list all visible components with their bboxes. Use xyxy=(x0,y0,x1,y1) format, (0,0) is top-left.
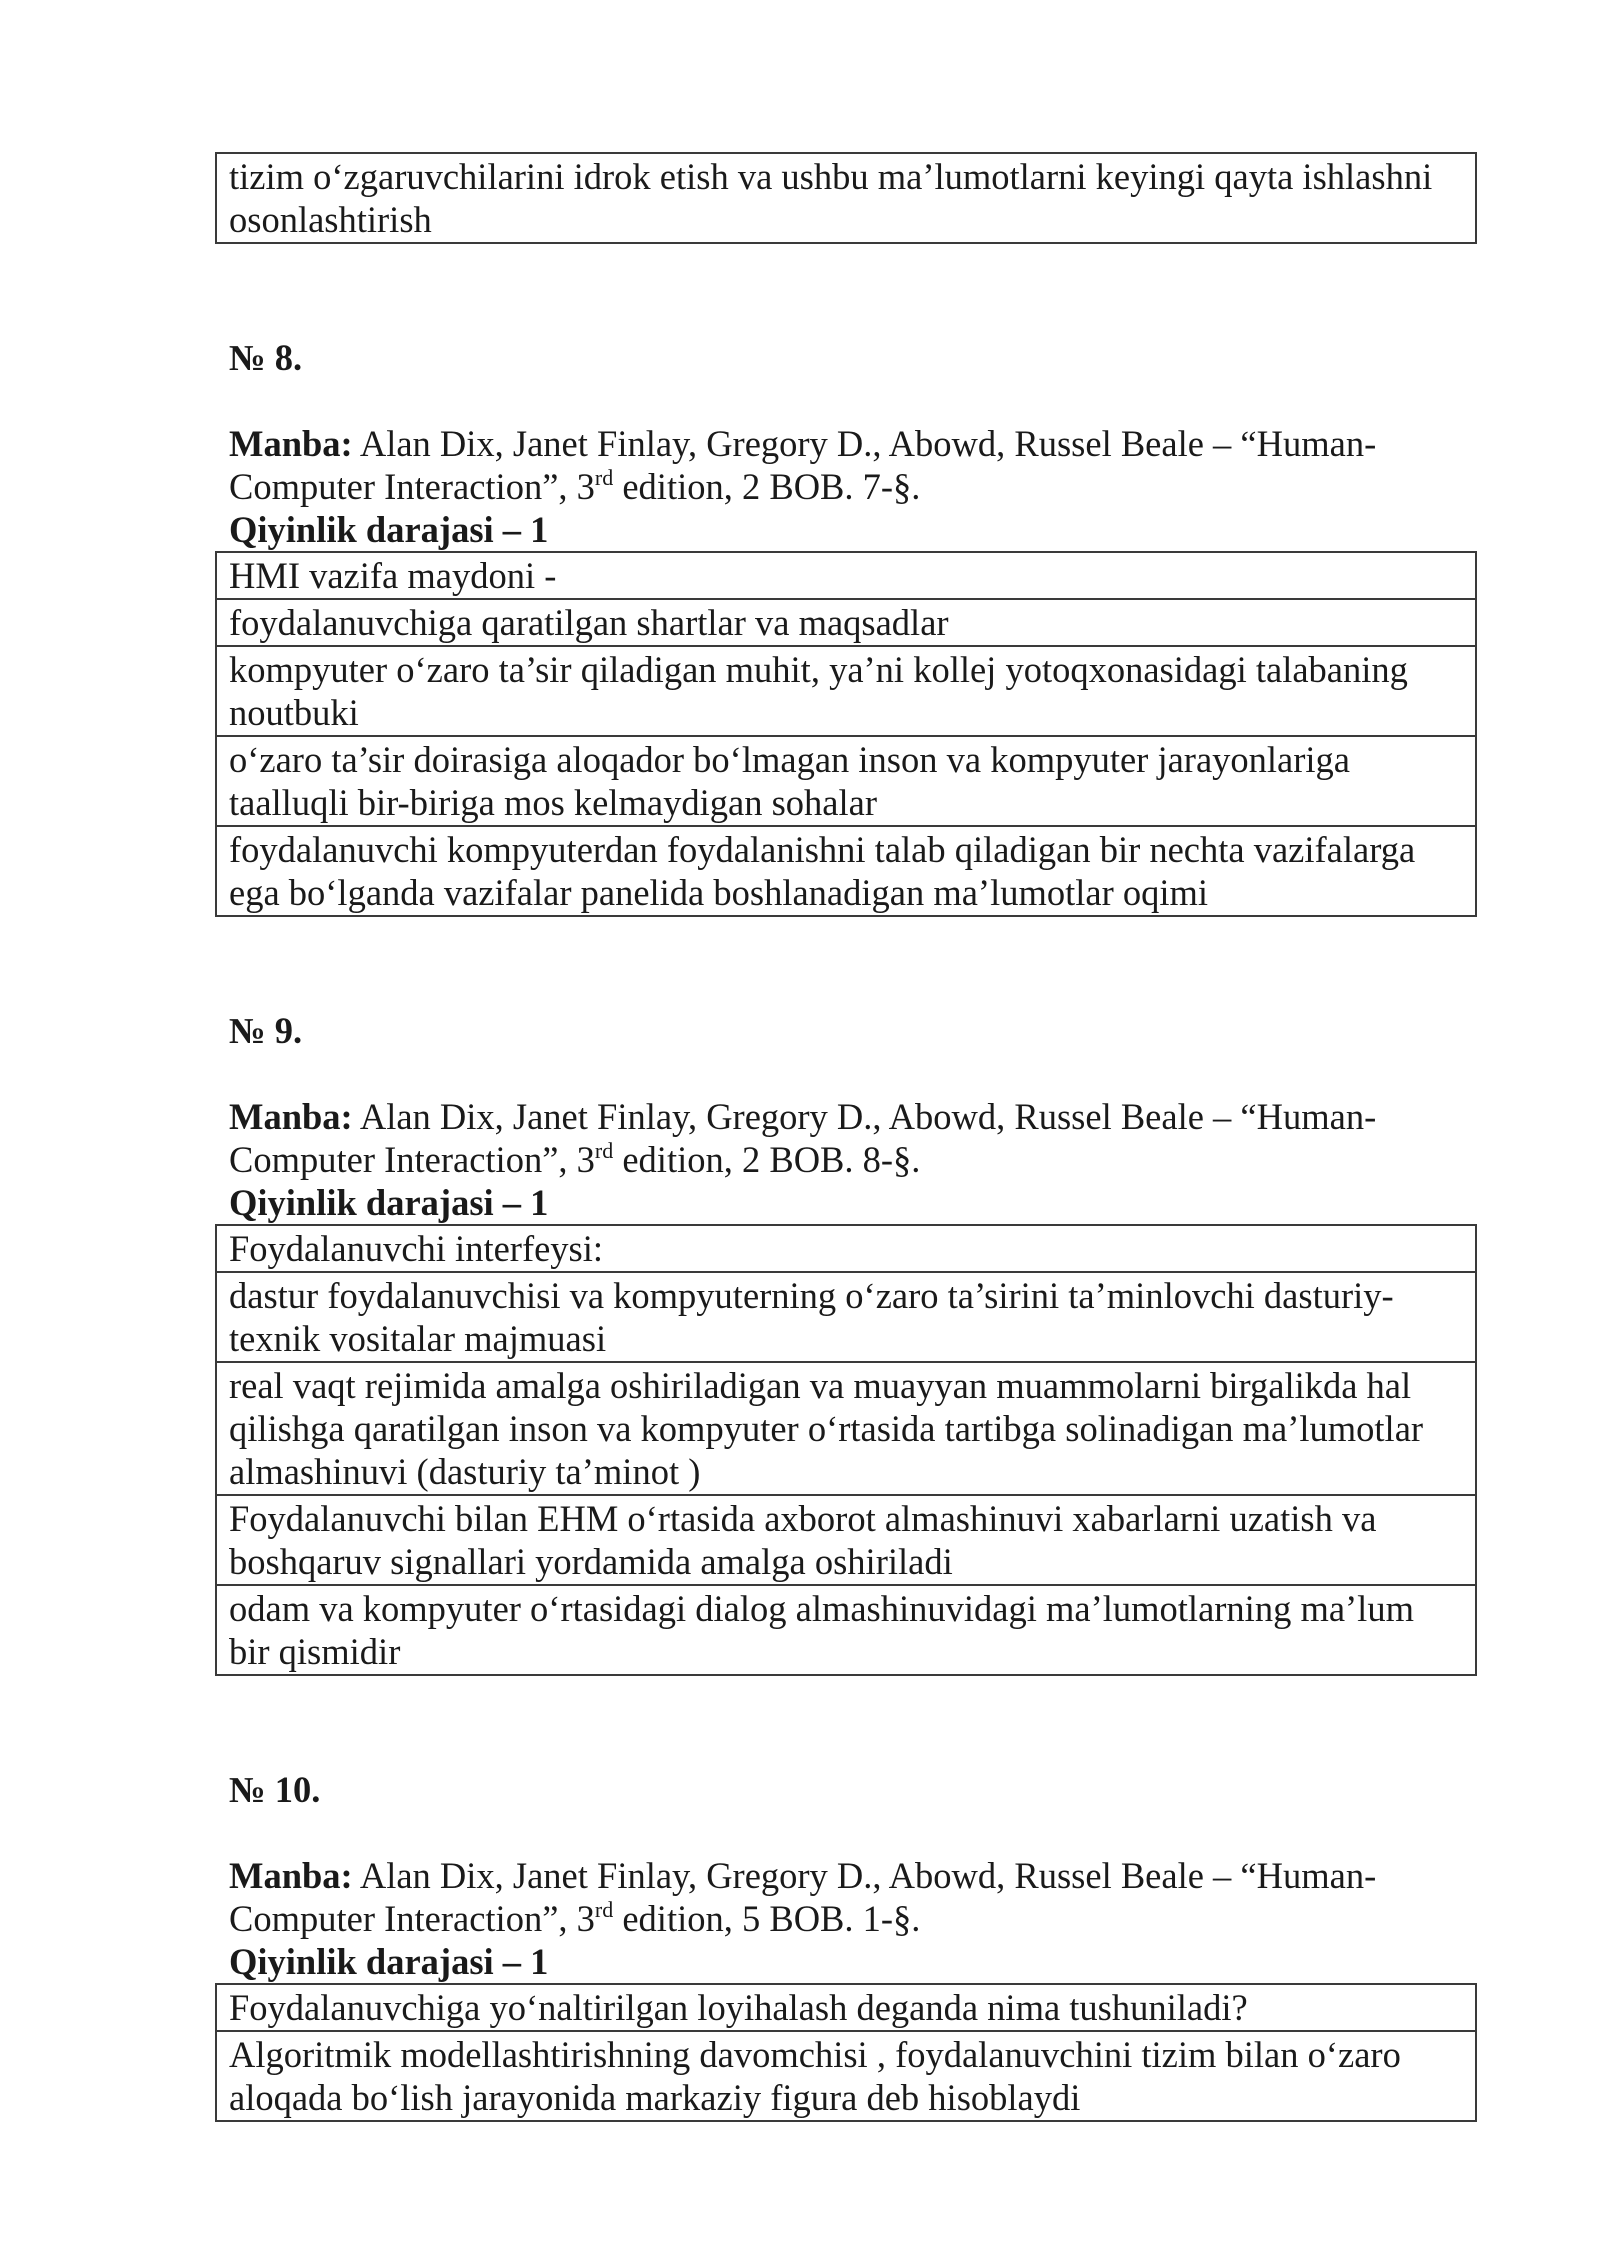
source-line xyxy=(229,1095,1477,1181)
table-cell: tizim o‘zgaruvchilarini idrok etish va ushbu ma’lumotlarni keyingi qayta ishlashni osonlashtirish xyxy=(216,153,1476,243)
question-text: HMI vazifa maydoni - xyxy=(216,552,1476,599)
table-row xyxy=(216,1272,1476,1362)
answer-table xyxy=(215,1983,1477,2122)
source-text-end: edition, 5 BOB. 1-§. xyxy=(613,1898,921,1939)
answer-option: kompyuter o‘zaro ta’sir qiladigan muhit, ya’ni kollej yotoqxonasidagi talabaning noutbuki xyxy=(216,646,1476,736)
table-row xyxy=(216,2031,1476,2121)
table-row xyxy=(216,1585,1476,1675)
answer-table xyxy=(215,1224,1477,1676)
table-row xyxy=(216,736,1476,826)
document-page xyxy=(215,152,1477,2122)
table-row xyxy=(216,1362,1476,1495)
answer-option: Foydalanuvchi bilan EHM o‘rtasida axborot almashinuvi xabarlarni uzatish va boshqaruv signallari yordamida amalga oshiriladi xyxy=(216,1495,1476,1585)
question-number: № 8. xyxy=(229,337,303,378)
answer-option: odam va kompyuter o‘rtasidagi dialog almashinuvidagi ma’lumotlarning ma’lum bir qismidir xyxy=(216,1585,1476,1675)
source-text: Alan Dix, Janet Finlay, Gregory D., Abowd, Russel Beale – “Human-Computer Interaction”, 3 xyxy=(229,423,1377,507)
answer-option: real vaqt rejimida amalga oshiriladigan va muayyan muammolarni birgalikda hal qilishga qaratilgan inson va kompyuter o‘rtasida tartibga solinadigan ma’lumotlar almashinuvi (dasturiy ta’minot ) xyxy=(216,1362,1476,1495)
difficulty-level: Qiyinlik darajasi – 1 xyxy=(229,509,549,550)
source-sup: rd xyxy=(594,1897,614,1922)
table-row xyxy=(216,599,1476,646)
source-text: Alan Dix, Janet Finlay, Gregory D., Abowd, Russel Beale – “Human-Computer Interaction”, 3 xyxy=(229,1855,1377,1939)
source-label: Manba: xyxy=(229,1855,353,1896)
table-row xyxy=(216,153,1476,243)
source-label: Manba: xyxy=(229,423,353,464)
source-text: Alan Dix, Janet Finlay, Gregory D., Abowd, Russel Beale – “Human-Computer Interaction”, 3 xyxy=(229,1096,1377,1180)
source-sup: rd xyxy=(594,465,614,490)
source-line xyxy=(229,422,1477,508)
source-sup: rd xyxy=(594,1138,614,1163)
question-block-9 xyxy=(215,1009,1477,1676)
table-row xyxy=(216,552,1476,599)
answer-table xyxy=(215,551,1477,917)
question-number: № 10. xyxy=(229,1769,321,1810)
table-row xyxy=(216,1225,1476,1272)
answer-option: foydalanuvchiga qaratilgan shartlar va maqsadlar xyxy=(216,599,1476,646)
answer-option: foydalanuvchi kompyuterdan foydalanishni talab qiladigan bir nechta vazifalarga ega bo‘lganda vazifalar panelida boshlanadigan ma’lumotlar oqimi xyxy=(216,826,1476,916)
answer-option: Algoritmik modellashtirishning davomchisi , foydalanuvchini tizim bilan o‘zaro aloqada bo‘lish jarayonida markaziy figura deb hisoblaydi xyxy=(216,2031,1476,2121)
table-row xyxy=(216,1984,1476,2031)
answer-option: dastur foydalanuvchisi va kompyuterning o‘zaro ta’sirini ta’minlovchi dasturiy-texnik vositalar majmuasi xyxy=(216,1272,1476,1362)
question-block-8 xyxy=(215,336,1477,917)
source-line xyxy=(229,1854,1477,1940)
difficulty-level: Qiyinlik darajasi – 1 xyxy=(229,1941,549,1982)
table-row xyxy=(216,1495,1476,1585)
question-text: Foydalanuvchiga yo‘naltirilgan loyihalash deganda nima tushuniladi? xyxy=(216,1984,1476,2031)
question-text: Foydalanuvchi interfeysi: xyxy=(216,1225,1476,1272)
source-label: Manba: xyxy=(229,1096,353,1137)
table-row xyxy=(216,646,1476,736)
source-text-end: edition, 2 BOB. 8-§. xyxy=(613,1139,921,1180)
table-row xyxy=(216,826,1476,916)
source-text-end: edition, 2 BOB. 7-§. xyxy=(613,466,921,507)
difficulty-level: Qiyinlik darajasi – 1 xyxy=(229,1182,549,1223)
answer-table-top xyxy=(215,152,1477,244)
answer-option: o‘zaro ta’sir doirasiga aloqador bo‘lmagan inson va kompyuter jarayonlariga taalluqli bir-biriga mos kelmaydigan sohalar xyxy=(216,736,1476,826)
question-block-10 xyxy=(215,1768,1477,2122)
question-number: № 9. xyxy=(229,1010,303,1051)
